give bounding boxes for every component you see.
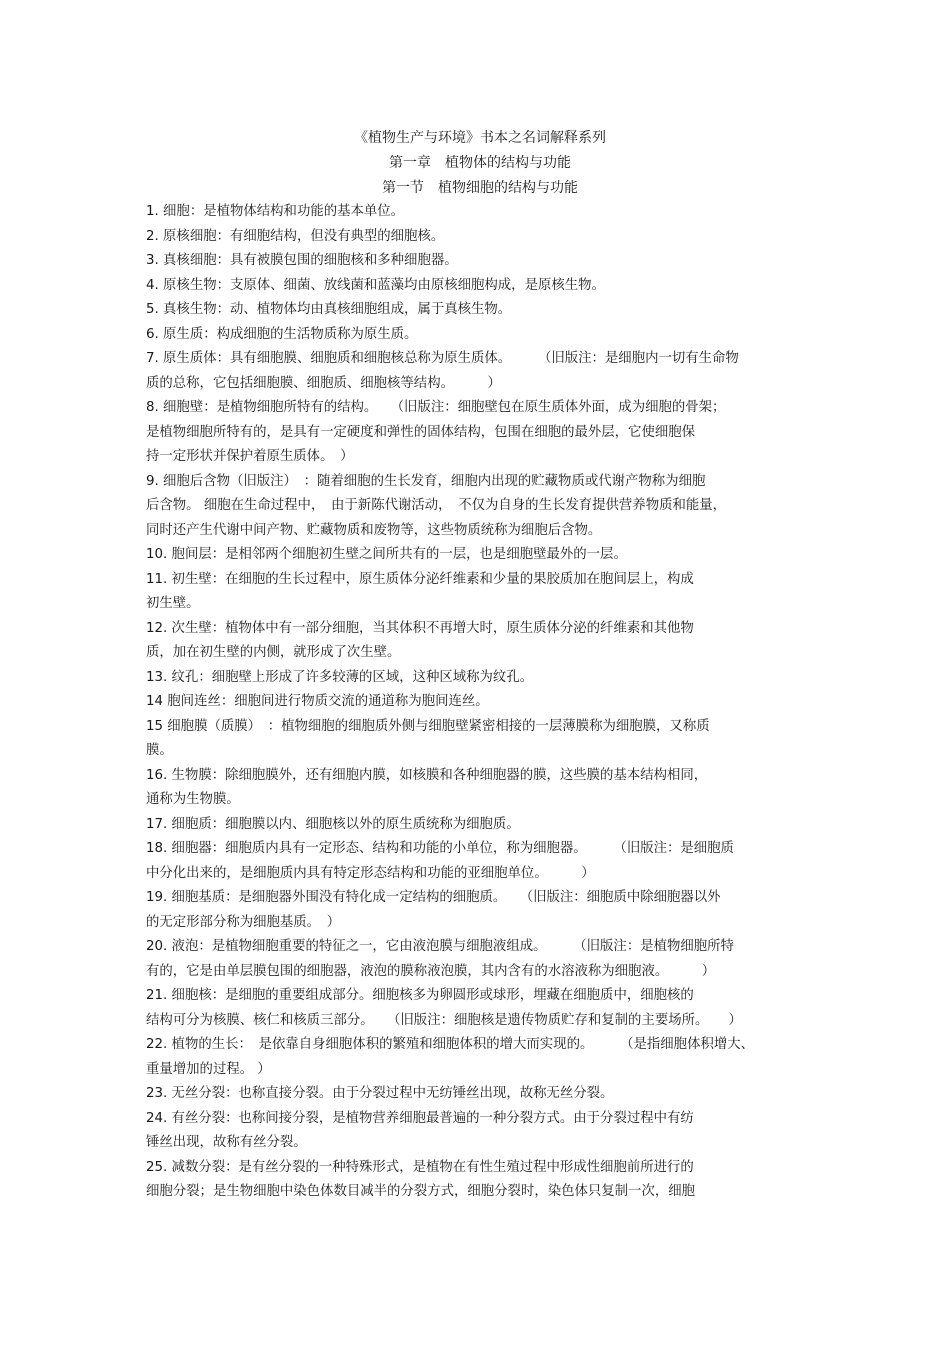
definition-line: 同时还产生代谢中间产物、贮藏物质和废物等，这些物质统称为细胞后含物。 bbox=[146, 522, 602, 538]
definition-entry bbox=[146, 225, 826, 250]
definition-entry bbox=[146, 813, 826, 838]
definition-line: 11. 初生壁：在细胞的生长过程中，原生质体分泌纤维素和少量的果胶质加在胞间层上，构成 bbox=[146, 571, 694, 587]
definition-entry bbox=[146, 690, 826, 715]
definition-line: 初生壁。 bbox=[146, 596, 200, 611]
definition-line: 21. 细胞核：是细胞的重要组成部分。细胞核多为卵圆形或球形，埋藏在细胞质中，细胞核的 bbox=[146, 988, 694, 1003]
definition-line: 8. 细胞壁：是植物细胞所特有的结构。 （旧版注：细胞壁包在原生质体外面，成为细胞的骨架； bbox=[146, 400, 726, 415]
definition-line: 3. 真核细胞：具有被膜包围的细胞核和多种细胞器。 bbox=[146, 253, 458, 268]
definition-line: 质的总称，它包括细胞膜、细胞质、细胞核等结构。 ） bbox=[146, 375, 501, 391]
definition-line: 膜。 bbox=[146, 743, 173, 758]
definition-line: 20. 液泡：是植物细胞重要的特征之一，它由液泡膜与细胞液组成。 （旧版注：是植物细胞所特 bbox=[146, 939, 734, 954]
definition-entry bbox=[146, 1033, 826, 1082]
definition-line: 22. 植物的生长： 是依靠自身细胞体积的繁殖和细胞体积的增大而实现的。 （是指细胞体积增大、 bbox=[146, 1037, 755, 1052]
definition-line: 12. 次生壁：植物体中有一部分细胞，当其体积不再增大时，原生质体分泌的纤维素和其他物 bbox=[146, 620, 694, 636]
definition-line: 17. 细胞质：细胞膜以内、细胞核以外的原生质统称为细胞质。 bbox=[146, 816, 520, 832]
definition-entry bbox=[146, 568, 826, 617]
definition-entry bbox=[146, 470, 826, 544]
definition-line: 锤丝出现，故称有丝分裂。 bbox=[146, 1135, 307, 1150]
definition-entry bbox=[146, 1156, 826, 1205]
definition-entry bbox=[146, 396, 826, 470]
definition-line: 24. 有丝分裂：也称间接分裂，是植物营养细胞最普遍的一种分裂方式。由于分裂过程中有纺 bbox=[146, 1110, 694, 1126]
definition-line: 2. 原核细胞：有细胞结构，但没有典型的细胞核。 bbox=[146, 228, 445, 244]
definition-line: 是植物细胞所特有的，是具有一定硬度和弹性的固体结构，包围在细胞的最外层，它使细胞保 bbox=[146, 424, 696, 440]
definition-entry bbox=[146, 543, 826, 568]
definition-line: 19. 细胞基质：是细胞器外围没有特化成一定结构的细胞质。 （旧版注：细胞质中除细胞器以外 bbox=[146, 890, 721, 905]
definition-entry bbox=[146, 764, 826, 813]
chapter-heading: 第一章 植物体的结构与功能 bbox=[389, 155, 571, 171]
definition-line: 13. 纹孔：细胞壁上形成了许多较薄的区域，这种区域称为纹孔。 bbox=[146, 669, 534, 685]
definition-entry bbox=[146, 249, 826, 274]
definition-line: 质，加在初生壁的内侧，就形成了次生壁。 bbox=[146, 645, 401, 660]
definition-line: 有的，它是由单层膜包围的细胞器，液泡的膜称液泡膜，其内含有的水溶液称为细胞液。 ） bbox=[146, 963, 716, 979]
definition-line: 7. 原生质体：具有细胞膜、细胞质和细胞核总称为原生质体。 （旧版注：是细胞内一切有生命物 bbox=[146, 351, 739, 366]
definition-line: 1. 细胞：是植物体结构和功能的基本单位。 bbox=[146, 204, 405, 219]
section-heading: 第一节 植物细胞的结构与功能 bbox=[382, 180, 578, 196]
definition-line: 5. 真核生物：动、植物体均由真核细胞组成，属于真核生物。 bbox=[146, 302, 512, 317]
definition-line: 23. 无丝分裂：也称直接分裂。由于分裂过程中无纺锤丝出现，故称无丝分裂。 bbox=[146, 1086, 614, 1101]
definition-entry bbox=[146, 715, 826, 764]
definition-entry bbox=[146, 886, 826, 935]
definition-line: 15 细胞膜（质膜） ：植物细胞的细胞质外侧与细胞壁紧密相接的一层薄膜称为细胞膜，又称质 bbox=[146, 718, 710, 734]
definition-line: 通称为生物膜。 bbox=[146, 792, 240, 807]
title-block bbox=[0, 126, 950, 201]
definition-line: 中分化出来的，是细胞质内具有特定形态结构和功能的亚细胞单位。 ） bbox=[146, 865, 595, 881]
definition-line: 的无定形部分称为细胞基质。 ） bbox=[146, 914, 341, 930]
definition-entry bbox=[146, 837, 826, 886]
definition-entry bbox=[146, 274, 826, 299]
definition-line: 持一定形状并保护着原生质体。 ） bbox=[146, 449, 354, 464]
definition-entry bbox=[146, 323, 826, 348]
definition-line: 结构可分为核膜、核仁和核质三部分。 （旧版注：细胞核是遗传物质贮存和复制的主要场所。 ） bbox=[146, 1012, 742, 1028]
definition-line: 重量增加的过程。 ） bbox=[146, 1061, 271, 1077]
definition-line: 6. 原生质：构成细胞的生活物质称为原生质。 bbox=[146, 326, 418, 342]
definition-entry bbox=[146, 298, 826, 323]
definition-line: 4. 原核生物：支原体、细菌、放线菌和蓝藻均由原核细胞构成，是原核生物。 bbox=[146, 277, 605, 293]
definition-entry bbox=[146, 200, 826, 225]
definition-line: 后含物。 细胞在生命过程中， 由于新陈代谢活动， 不仅为自身的生长发育提供营养物质和能量， bbox=[146, 498, 727, 513]
definition-entry bbox=[146, 1107, 826, 1156]
definition-entry bbox=[146, 935, 826, 984]
definition-line: 14 胞间连丝：细胞间进行物质交流的通道称为胞间连丝。 bbox=[146, 694, 489, 709]
definition-entry bbox=[146, 347, 826, 396]
definition-line: 10. 胞间层：是相邻两个细胞初生壁之间所共有的一层，也是细胞壁最外的一层。 bbox=[146, 547, 627, 562]
definition-entry bbox=[146, 617, 826, 666]
definition-line: 18. 细胞器：细胞质内具有一定形态、结构和功能的小单位，称为细胞器。 （旧版注：是细胞质 bbox=[146, 841, 734, 856]
definition-line: 9. 细胞后含物（旧版注） ：随着细胞的生长发育，细胞内出现的贮藏物质或代谢产物称为细胞 bbox=[146, 473, 706, 489]
definition-line: 16. 生物膜：除细胞膜外，还有细胞内膜，如核膜和各种细胞器的膜，这些膜的基本结构相同， bbox=[146, 767, 708, 783]
definition-entry bbox=[146, 666, 826, 691]
definition-entry bbox=[146, 984, 826, 1033]
definition-entry bbox=[146, 1082, 826, 1107]
definition-line: 25. 减数分裂：是有丝分裂的一种特殊形式，是植物在有性生殖过程中形成性细胞前所进行的 bbox=[146, 1159, 694, 1175]
definition-list bbox=[146, 200, 826, 1205]
definition-line: 细胞分裂；是生物细胞中染色体数目减半的分裂方式，细胞分裂时，染色体只复制一次，细胞 bbox=[146, 1184, 696, 1199]
doc-title: 《植物生产与环境》书本之名词解释系列 bbox=[354, 130, 606, 146]
